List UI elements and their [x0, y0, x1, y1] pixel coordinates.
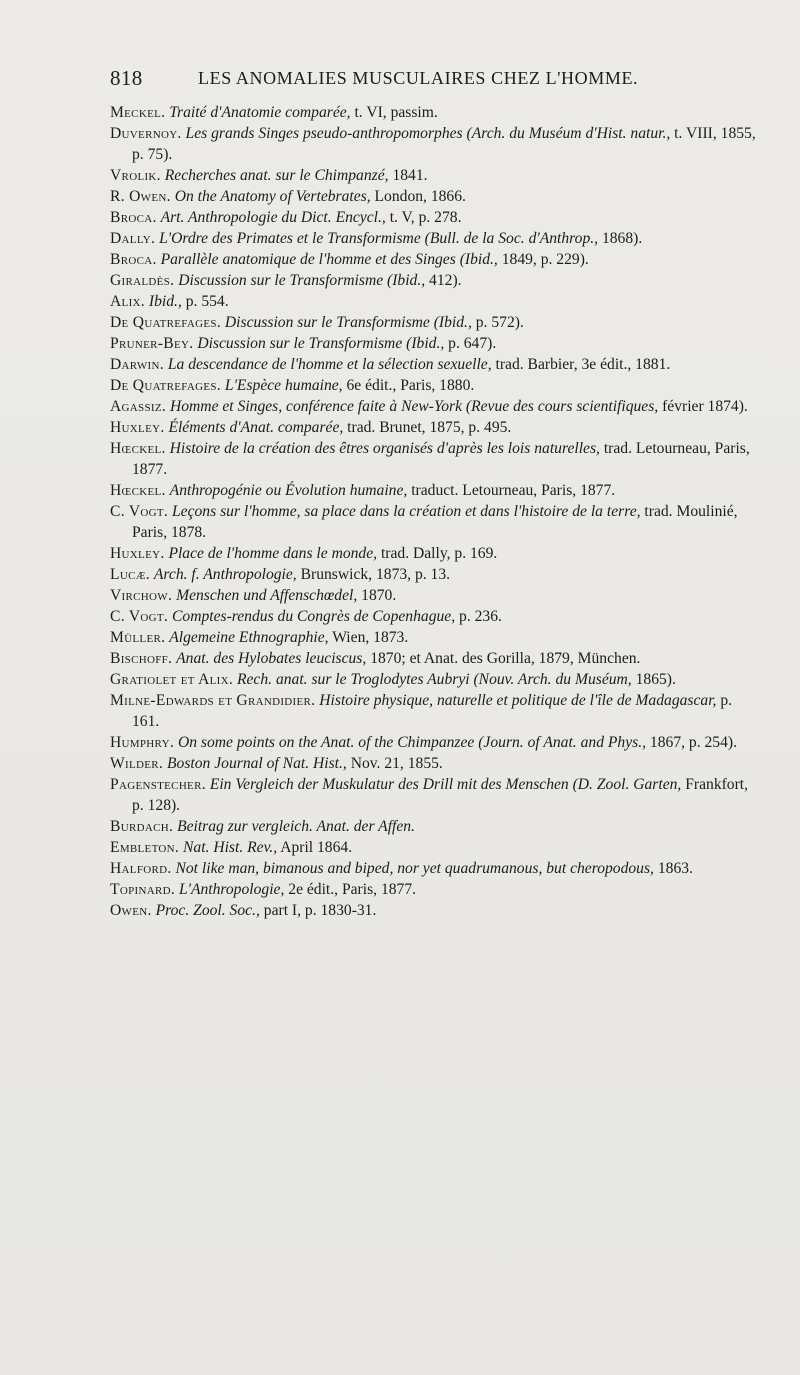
bibliography-entry [110, 627, 758, 648]
entry-author: C. Vogt. [110, 608, 169, 625]
entry-author: Darwin. [110, 356, 164, 373]
bibliography-entry [110, 480, 758, 501]
entry-work: Menschen und Affenschœdel, [176, 587, 358, 604]
entry-work: Boston Journal of Nat. Hist., [167, 755, 347, 772]
bibliography-entry [110, 228, 758, 249]
bibliography-entry [110, 753, 758, 774]
entry-work: Anthropogénie ou Évolution humaine, [169, 482, 408, 499]
running-title: LES ANOMALIES MUSCULAIRES CHEZ L'HOMME. [198, 68, 639, 88]
entry-work: Art. Anthropologie du Dict. Encycl., [160, 209, 386, 226]
entry-work: Discussion sur le Transformisme (Ibid., [197, 335, 445, 352]
bibliography-entry [110, 165, 758, 186]
entry-detail: 412). [429, 272, 462, 289]
bibliography-list [110, 102, 758, 921]
entry-author: Pagenstecher. [110, 776, 206, 793]
entry-work: Comptes-rendus du Congrès de Copenhague, [172, 608, 456, 625]
entry-detail: trad. Barbier, 3e édit., 1881. [495, 356, 671, 373]
bibliography-entry [110, 606, 758, 627]
bibliography-entry [110, 102, 758, 123]
entry-detail: p. 554. [185, 293, 229, 310]
entry-author: Embleton. [110, 839, 180, 856]
entry-author: Agassiz. [110, 398, 167, 415]
entry-author: Topinard. [110, 881, 176, 898]
entry-detail: t. VIII, 1855, p. 75). [132, 125, 756, 163]
entry-work: Place de l'homme dans le monde, [168, 545, 378, 562]
entry-author: Milne-Edwards et Grandidier. [110, 692, 316, 709]
entry-author: Burdach. [110, 818, 174, 835]
entry-work: Nat. Hist. Rev., [183, 839, 278, 856]
bibliography-entry [110, 333, 758, 354]
entry-work: L'Espèce humaine, [224, 377, 343, 394]
entry-author: Broca. [110, 209, 157, 226]
entry-detail: p. 236. [459, 608, 502, 625]
entry-detail: Brunswick, 1873, p. 13. [300, 566, 451, 583]
entry-work: Homme et Singes, conférence faite à New-York (Revue des cours scientifiques, [169, 398, 659, 415]
entry-work: Histoire de la création des êtres organisés d'après les lois naturelles, [169, 440, 600, 457]
page-header [110, 66, 750, 96]
entry-author: Hœckel. [110, 440, 166, 457]
entry-author: Gratiolet et Alix. [110, 671, 234, 688]
bibliography-entry [110, 375, 758, 396]
bibliography-entry [110, 249, 758, 270]
entry-author: Giraldès. [110, 272, 175, 289]
entry-detail: p. 647). [448, 335, 497, 352]
entry-author: De Quatrefages. [110, 314, 222, 331]
bibliography-entry [110, 396, 758, 417]
entry-detail: 1841. [392, 167, 428, 184]
entry-detail: 1870; et Anat. des Gorilla, 1879, München. [370, 650, 641, 667]
entry-detail: 1865). [635, 671, 676, 688]
bibliography-entry [110, 648, 758, 669]
entry-work: Éléments d'Anat. comparée, [168, 419, 344, 436]
bibliography-entry [110, 732, 758, 753]
entry-work: On some points on the Anat. of the Chimpanzee (Journ. of Anat. and Phys., [177, 734, 647, 751]
entry-detail: 1867, p. 254). [649, 734, 737, 751]
entry-detail: 1863. [657, 860, 693, 877]
entry-work: Proc. Zool. Soc., [155, 902, 260, 919]
entry-detail: trad. Brunet, 1875, p. 495. [347, 419, 512, 436]
entry-detail: 6e édit., Paris, 1880. [346, 377, 475, 394]
bibliography-entry [110, 837, 758, 858]
entry-author: Halford. [110, 860, 172, 877]
entry-author: C. Vogt. [110, 503, 169, 520]
entry-detail: 1868). [601, 230, 643, 247]
entry-author: Vrolik. [110, 167, 161, 184]
entry-detail: Nov. 21, 1855. [350, 755, 443, 772]
entry-work: Arch. f. Anthropologie, [153, 566, 297, 583]
entry-work: Anat. des Hylobates leuciscus, [176, 650, 367, 667]
entry-author: Huxley. [110, 419, 165, 436]
bibliography-entry [110, 585, 758, 606]
entry-work: L'Ordre des Primates et le Transformisme (Bull. de la Soc. d'Anthrop., [159, 230, 599, 247]
entry-work: Traité d'Anatomie comparée, [169, 104, 351, 121]
entry-detail: Wien, 1873. [332, 629, 409, 646]
entry-author: Owen. [110, 902, 152, 919]
entry-author: Dally. [110, 230, 156, 247]
entry-work: Algemeine Ethnographie, [169, 629, 329, 646]
bibliography-entry [110, 123, 758, 165]
entry-work: Parallèle anatomique de l'homme et des Singes (Ibid., [160, 251, 498, 268]
bibliography-entry [110, 543, 758, 564]
entry-detail: p. 161. [132, 692, 733, 730]
entry-detail: trad. Dally, p. 169. [380, 545, 498, 562]
bibliography-entry [110, 354, 758, 375]
entry-author: Meckel. [110, 104, 166, 121]
entry-work: Ein Vergleich der Muskulatur des Drill mit des Menschen (D. Zool. Garten, [209, 776, 682, 793]
entry-work: Beitrag zur vergleich. Anat. der Affen. [177, 818, 415, 835]
entry-detail: 2e édit., Paris, 1877. [288, 881, 417, 898]
bibliography-entry [110, 669, 758, 690]
entry-work: Discussion sur le Transformisme (Ibid., [178, 272, 426, 289]
entry-author: Duvernoy. [110, 125, 182, 142]
bibliography-entry [110, 417, 758, 438]
entry-author: Broca. [110, 251, 157, 268]
entry-author: Pruner-Bey. [110, 335, 194, 352]
entry-detail: April 1864. [280, 839, 353, 856]
entry-work: Rech. anat. sur le Troglodytes Aubryi (Nouv. Arch. du Muséum, [236, 671, 632, 688]
entry-detail: t. V, p. 278. [389, 209, 462, 226]
bibliography-entry [110, 291, 758, 312]
entry-author: Huxley. [110, 545, 165, 562]
bibliography-entry [110, 438, 758, 480]
bibliography-entry [110, 816, 758, 837]
bibliography-entry [110, 690, 758, 732]
entry-author: De Quatrefages. [110, 377, 222, 394]
entry-work: Recherches anat. sur le Chimpanzé, [164, 167, 389, 184]
entry-detail: trad. Moulinié, Paris, 1878. [132, 503, 738, 541]
entry-detail: part I, p. 1830-31. [263, 902, 377, 919]
bibliography-entry [110, 270, 758, 291]
bibliography-entry [110, 858, 758, 879]
entry-detail: Frankfort, p. 128). [132, 776, 749, 814]
bibliography-entry [110, 900, 758, 921]
bibliography-entry [110, 312, 758, 333]
bibliography-entry [110, 501, 758, 543]
entry-work: Leçons sur l'homme, sa place dans la création et dans l'histoire de la terre, [172, 503, 641, 520]
entry-detail: février 1874). [662, 398, 748, 415]
entry-author: Bischoff. [110, 650, 173, 667]
entry-detail: t. VI, passim. [354, 104, 438, 121]
entry-detail: 1870. [361, 587, 397, 604]
entry-author: R. Owen. [110, 188, 171, 205]
entry-work: Ibid., [148, 293, 182, 310]
entry-work: Discussion sur le Transformisme (Ibid., [224, 314, 472, 331]
page-number: 818 [110, 66, 143, 90]
bibliography-entry [110, 186, 758, 207]
bibliography-entry [110, 774, 758, 816]
entry-work: Histoire physique, naturelle et politique de l'île de Madagascar, [319, 692, 717, 709]
bibliography-entry [110, 879, 758, 900]
entry-detail: p. 572). [475, 314, 524, 331]
entry-detail: London, 1866. [374, 188, 466, 205]
entry-work: Not like man, bimanous and biped, nor yet quadrumanous, but cheropodous, [175, 860, 654, 877]
entry-author: Müller. [110, 629, 166, 646]
entry-work: Les grands Singes pseudo-anthropomorphes (Arch. du Muséum d'Hist. natur., [185, 125, 671, 142]
bibliography-entry [110, 207, 758, 228]
entry-author: Wilder. [110, 755, 164, 772]
entry-detail: 1849, p. 229). [501, 251, 589, 268]
entry-detail: trad. Letourneau, Paris, 1877. [132, 440, 750, 478]
entry-work: La descendance de l'homme et la sélection sexuelle, [167, 356, 492, 373]
entry-author: Hœckel. [110, 482, 166, 499]
entry-detail: traduct. Letourneau, Paris, 1877. [411, 482, 616, 499]
entry-author: Lucæ. [110, 566, 150, 583]
entry-work: On the Anatomy of Vertebrates, [174, 188, 371, 205]
entry-author: Alix. [110, 293, 145, 310]
bibliography-entry [110, 564, 758, 585]
entry-author: Humphry. [110, 734, 175, 751]
entry-author: Virchow. [110, 587, 173, 604]
entry-work: L'Anthropologie, [178, 881, 285, 898]
